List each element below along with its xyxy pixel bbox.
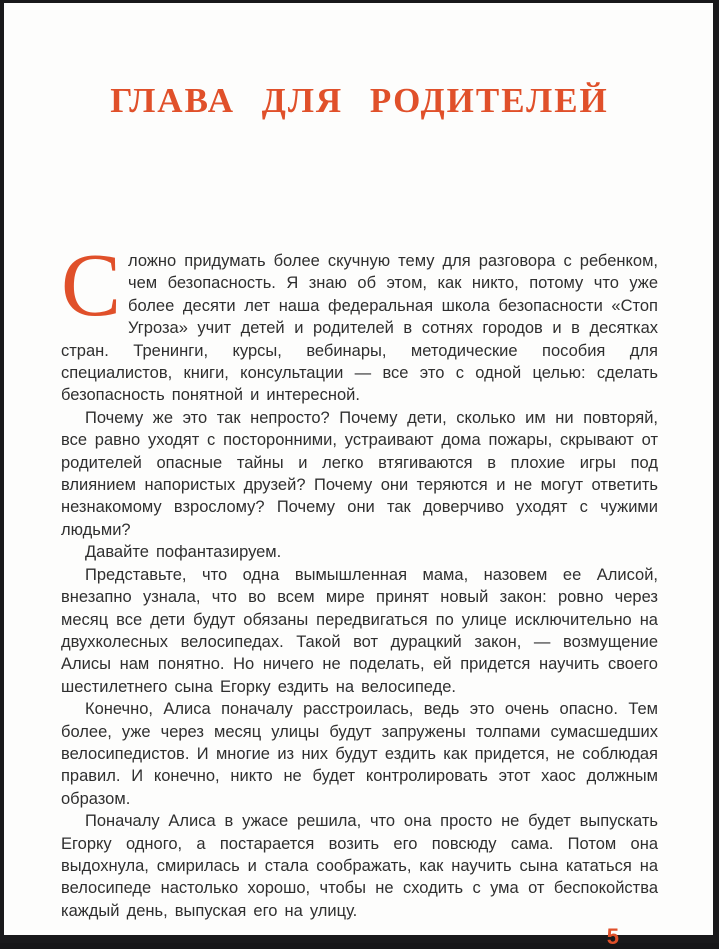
paragraph: Представьте, что одна вымышленная мама, назовем ее Алисой, внезапно узнала, что во всем мире принят новый закон: ровно через месяц все дети будут обязаны передвигаться по улице исключительно на двухколесных велосипедах. Такой вот дурацкий закон, — возмущение Алисы нам понятно. Но ничего не поделать, ей придется научить своего шестилетнего сына Егорку ездить на велосипеде. bbox=[61, 565, 658, 696]
page-number: 5 bbox=[606, 924, 619, 949]
text-block bbox=[4, 82, 713, 949]
paragraph: Почему же это так непросто? Почему дети, сколько им ни повторяй, все равно уходят с посторонними, устраивают дома пожары, скрывают от родителей опасные тайны и легко втягиваются в плохие игры под влиянием напористых друзей? Почему они теряются и не могут ответить незнакомому взрослому? Почему они так доверчиво уходят с чужими людьми? bbox=[61, 408, 658, 539]
drop-cap-letter: С bbox=[61, 236, 122, 335]
book-page bbox=[4, 3, 713, 949]
paragraph: Поначалу Алиса в ужасе решила, что она просто не будет выпускать Егорку одного, а постарается возить его повсюду сама. Потом она выдохнула, смирилась и стала соображать, как научить сына кататься на велосипеде настолько хорошо, чтобы не сходить с ума от беспокойства каждый день, выпуская его на улицу. bbox=[61, 812, 658, 920]
paragraph bbox=[61, 236, 658, 407]
chapter-title: ГЛАВА ДЛЯ РОДИТЕЛЕЙ bbox=[110, 81, 609, 120]
chapter-body bbox=[61, 236, 658, 922]
paragraph: Давайте пофантазируем. bbox=[85, 543, 282, 562]
paragraph-text: ложно придумать более скучную тему для разговора с ребенком, чем безопасность. Я знаю об этом, как никто, потому что уже более десяти лет наша федеральная школа безопасности «Стоп Угроза» учит детей и родителей в сотнях городов и в десятках стран. Тренинги, курсы, вебинары, методические пособия для специалистов, книги, консультации — все это с одной целью: сделать безопасность понятной и интересной. bbox=[61, 252, 658, 405]
paragraph: Конечно, Алиса поначалу расстроилась, ведь это очень опасно. Тем более, уже через месяц улицы будут запружены толпами сумасшедших велосипедистов. И многие из них будут ездить как придется, не соблюдая правил. И конечно, никто не будет контролировать этот хаос должным образом. bbox=[61, 700, 658, 808]
